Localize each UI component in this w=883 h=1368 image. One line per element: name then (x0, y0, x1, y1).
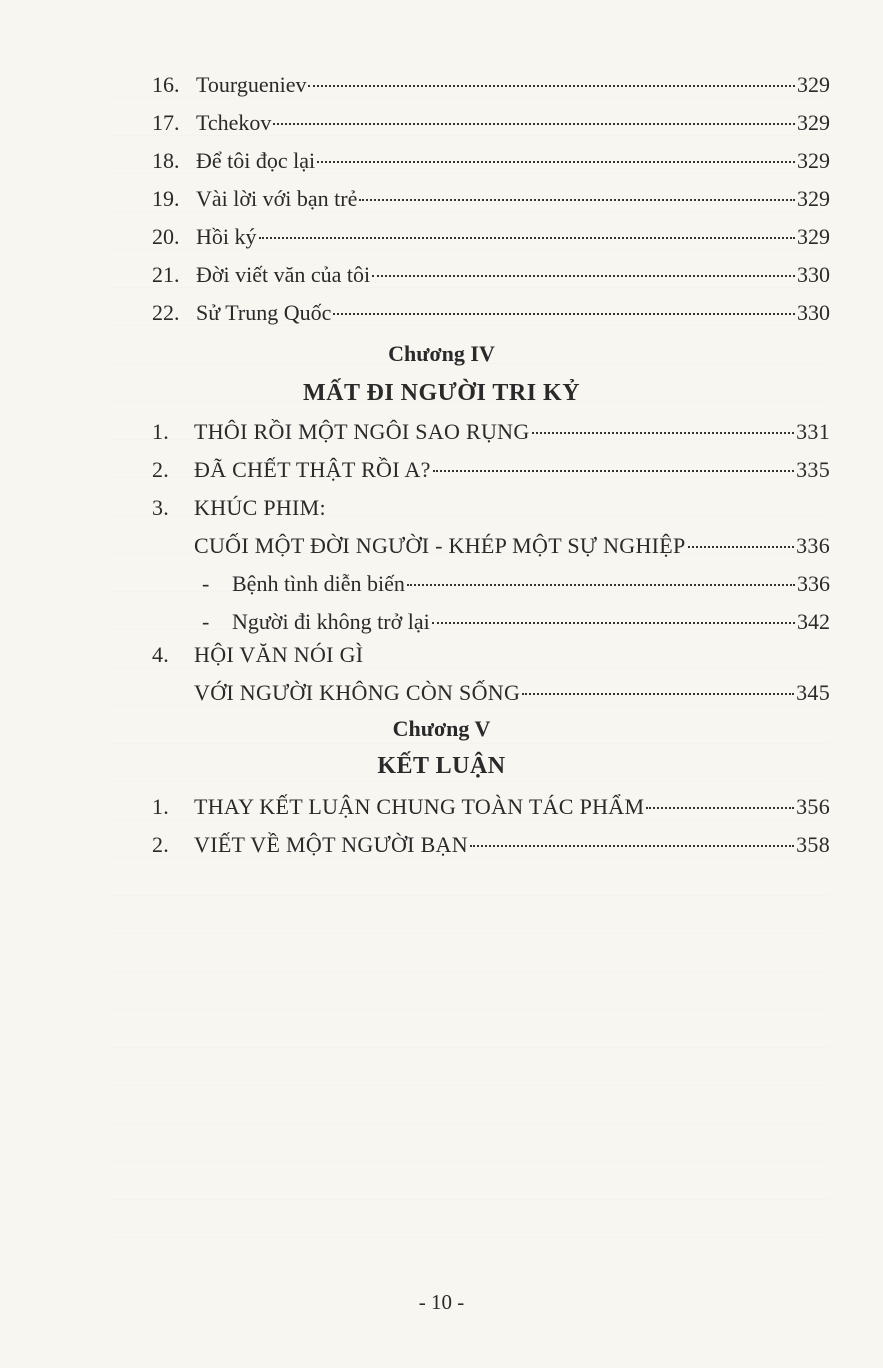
entry-page: 336 (796, 533, 830, 558)
dot-leader (522, 693, 794, 695)
entry-page: 342 (797, 609, 830, 634)
entry-page: 330 (797, 262, 830, 287)
subentry-title: Người đi không trở lại (232, 609, 430, 634)
entry-title: Sử Trung Quốc (196, 300, 332, 325)
entry-title: Tourgueniev (196, 72, 307, 97)
chapter-title-text: KẾT LUẬN (377, 753, 506, 779)
entry-title: Đời viết văn của tôi (196, 262, 371, 287)
dot-leader (273, 123, 795, 125)
entry-page: 335 (796, 457, 830, 482)
toc-entry-first-line (152, 640, 363, 670)
entry-title: KHÚC PHIM: (194, 495, 326, 520)
toc-entry (152, 70, 830, 100)
page-number: - 10 - (418, 1290, 465, 1314)
chapter-label-text: Chương IV (388, 341, 495, 366)
subentry-dash: - (202, 571, 210, 596)
entry-page: 330 (797, 300, 830, 325)
entry-title: ĐÃ CHẾT THẬT RỒI A? (194, 457, 431, 482)
entry-number: 4. (152, 642, 170, 667)
dot-leader (433, 470, 794, 472)
dot-leader (359, 199, 795, 201)
dot-leader (532, 432, 795, 434)
dot-leader (432, 622, 795, 624)
toc-entry (152, 108, 830, 138)
entry-title: CUỐI MỘT ĐỜI NGƯỜI - KHÉP MỘT SỰ NGHIỆP (194, 533, 686, 558)
toc-entry (152, 417, 830, 447)
toc-entry (152, 260, 830, 290)
toc-entry-first-line (152, 493, 326, 523)
entry-number: 3. (152, 495, 170, 520)
entry-number: 22. (152, 300, 180, 325)
entry-page: 329 (797, 72, 830, 97)
dot-leader (259, 237, 796, 239)
entry-number: 17. (152, 110, 180, 135)
toc-entry (152, 830, 830, 860)
chapter-title-text: MẤT ĐI NGƯỜI TRI KỶ (302, 380, 581, 406)
entry-number: 2. (152, 457, 170, 482)
entry-title: Hồi ký (196, 224, 257, 249)
toc-entry (152, 455, 830, 485)
entry-page: 336 (797, 571, 830, 596)
entry-title: VỚI NGƯỜI KHÔNG CÒN SỐNG (194, 680, 521, 705)
entry-number: 21. (152, 262, 180, 287)
entry-page: 358 (796, 832, 830, 857)
entry-page: 329 (797, 148, 830, 173)
entry-page: 329 (797, 224, 830, 249)
entry-number: 2. (152, 832, 170, 857)
toc-entry (152, 792, 830, 822)
entry-number: 19. (152, 186, 180, 211)
dot-leader (308, 85, 795, 87)
subentry-title: Bệnh tình diễn biến (232, 571, 405, 596)
entry-number: 20. (152, 224, 180, 249)
entry-title: THÔI RỒI MỘT NGÔI SAO RỤNG (194, 419, 530, 444)
dot-leader (333, 313, 795, 315)
entry-title: Tchekov (196, 110, 272, 135)
toc-entry (152, 222, 830, 252)
entry-number: 1. (152, 794, 170, 819)
toc-entry (152, 298, 830, 328)
entry-page: 331 (796, 419, 830, 444)
subentry-dash: - (202, 609, 210, 634)
entry-page: 329 (797, 186, 830, 211)
chapter-5-label (0, 716, 883, 742)
chapter-5-title (0, 753, 883, 780)
toc-entry (152, 184, 830, 214)
dot-leader (372, 275, 795, 277)
entry-page: 329 (797, 110, 830, 135)
entry-title: Để tôi đọc lại (196, 148, 316, 173)
entry-number: 18. (152, 148, 180, 173)
dot-leader (646, 807, 794, 809)
toc-subentry (202, 607, 830, 637)
chapter-4-title (0, 380, 883, 407)
entry-number: 1. (152, 419, 170, 444)
entry-title: VIẾT VỀ MỘT NGƯỜI BẠN (194, 832, 468, 857)
entry-page: 356 (796, 794, 830, 819)
toc-entry (194, 678, 830, 708)
entry-page: 345 (796, 680, 830, 705)
page-number-footer (0, 1290, 883, 1315)
chapter-label-text: Chương V (392, 716, 491, 741)
entry-title: Vài lời với bạn trẻ (196, 186, 358, 211)
entry-number: 16. (152, 72, 180, 97)
toc-entry (152, 146, 830, 176)
dot-leader (688, 546, 795, 548)
entry-title: HỘI VĂN NÓI GÌ (194, 642, 364, 667)
dot-leader (470, 845, 794, 847)
toc-subentry (202, 569, 830, 599)
toc-entry (194, 531, 830, 561)
entry-title: THAY KẾT LUẬN CHUNG TOÀN TÁC PHẨM (194, 794, 645, 819)
dot-leader (407, 584, 795, 586)
dot-leader (317, 161, 795, 163)
chapter-4-label (0, 341, 883, 367)
